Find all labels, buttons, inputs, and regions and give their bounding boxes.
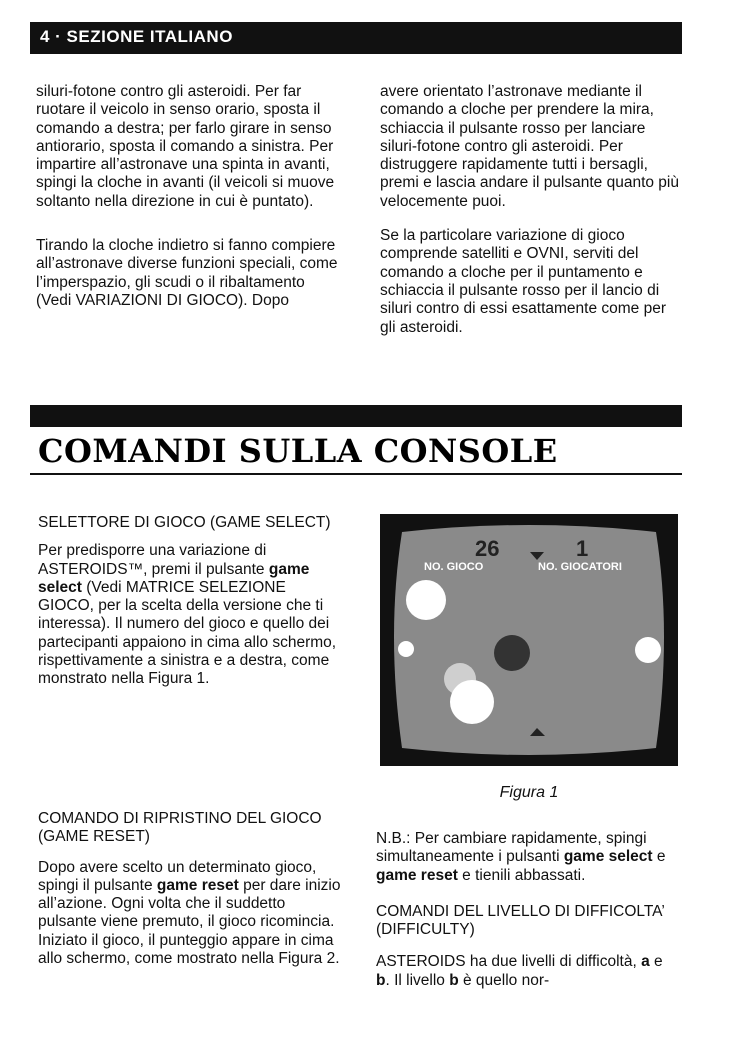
text: N.B.: Per cambiare rapidamente, spingi simultaneamente i pulsanti: [376, 830, 647, 866]
text: . Il livello: [385, 971, 450, 989]
figure-1-frame: [380, 514, 678, 766]
text: e: [649, 953, 663, 971]
score-right: 1: [576, 536, 589, 561]
score-left: 26: [475, 536, 500, 561]
section-title: COMANDI SULLA CONSOLE: [38, 432, 558, 470]
screen-area: [394, 525, 664, 755]
paragraph: [376, 953, 678, 990]
game-reset-section: [38, 810, 344, 990]
asteroid-small: [635, 637, 661, 663]
game-screen: [380, 514, 678, 766]
text-ref: Figura 1: [148, 670, 206, 688]
text-ref: MATRICE SELEZIONE GIOCO: [38, 578, 286, 615]
paragraph: siluri-fotone contro gli asteroidi. Per far ruotare il veicolo in senso orario, sposta il comando a destra; per farlo girare in senso antiorario, sposta il comando a sinistra. Per impartire all’astronave una spinta in avanti, spingi la cloche in avanti (il veicoli si muove soltanto nella direzione in cui è puntato).: [36, 83, 335, 210]
text: ASTEROIDS ha due livelli di difficoltà,: [376, 953, 642, 971]
bold-term: game select: [38, 560, 310, 596]
subheading: COMANDI DEL LIVELLO DI DIFFICOLTA’ (DIFFICULTY): [376, 902, 665, 939]
asteroid-small: [398, 641, 414, 657]
bold-term: b: [449, 971, 459, 989]
top-left-column: [36, 83, 338, 332]
asteroid-large: [450, 680, 494, 724]
paragraph: [38, 542, 344, 688]
text: e tienili abbassati.: [457, 866, 586, 884]
divider-line: [30, 473, 682, 475]
text: (Vedi: [81, 578, 126, 596]
divider-bar: [30, 405, 682, 427]
text: Dopo avere scelto un determinato gioco, spingi il pulsante: [38, 858, 317, 894]
text: , per la scelta della versione che ti interessa). Il numero del gioco e quello dei partecipanti appaiono in cima allo schermo, rispettivamente a sinistra e a destra, come monstrato nella: [38, 597, 337, 688]
paragraph: [36, 237, 338, 310]
page-section-title: 4 · SEZIONE ITALIANO: [40, 27, 233, 46]
paragraph: [376, 830, 678, 885]
text: Tirando la cloche indietro si fanno compiere all’astronave diverse funzioni speciali, come l’imperspazio, gli scudi o il ribaltamento (Vedi: [36, 237, 338, 309]
link-variazioni: VARIAZIONI DI GIOCO: [75, 291, 239, 309]
text: Per predisporre una variazione di ASTEROIDS™, premi il pulsante: [38, 542, 269, 578]
section-header-bar: [30, 22, 682, 54]
asteroid-dark: [494, 635, 530, 671]
subheading: COMANDO DI RIPRISTINO DEL GIOCO (GAME RESET): [38, 810, 322, 846]
paragraph: Se la particolare variazione di gioco comprende satelliti e OVNI, serviti del comando a cloche per il puntamento e schiaccia il pulsante rosso per il lancio di siluri contro di essi esattamente come per gli asteroidi.: [380, 227, 667, 336]
bold-term: game reset: [156, 876, 239, 894]
text-ref: Figura 2.: [278, 950, 340, 968]
top-right-column: [380, 83, 680, 359]
text: ). Dopo: [238, 291, 289, 309]
bold-term: a: [641, 953, 650, 971]
text: è quello nor-: [458, 971, 550, 989]
asteroid-large: [406, 580, 446, 620]
subheading: SELETTORE DI GIOCO (GAME SELECT): [38, 514, 331, 531]
game-select-section: [38, 514, 344, 711]
bold-term: game reset: [376, 866, 458, 884]
text: .: [205, 670, 210, 688]
bold-term: game select: [563, 848, 653, 866]
text: per dare inizio all’azione. Ogni volta che il suddetto pulsante viene premuto, il gioco ricomincia. Iniziato il gioco, il punteggio appare in cima allo schermo, come mostrato nella: [38, 876, 341, 968]
label-player-number: NO. GIOCATORI: [538, 561, 622, 573]
label-game-number: NO. GIOCO: [424, 561, 484, 573]
figure-caption: Figura 1: [499, 784, 559, 801]
text: e: [652, 848, 666, 866]
paragraph: avere orientato l’astronave mediante il comando a cloche per prendere la mira, schiaccia il pulsante rosso per lanciare siluri-fotone contro gli asteroidi. Per distruggere rapidamente tutti i bersagli, premi e lascia andare il pulsante quanto più velocemente puoi.: [380, 83, 679, 210]
note-section: [376, 830, 678, 1012]
bold-term: b: [376, 971, 386, 989]
paragraph: [38, 859, 344, 969]
